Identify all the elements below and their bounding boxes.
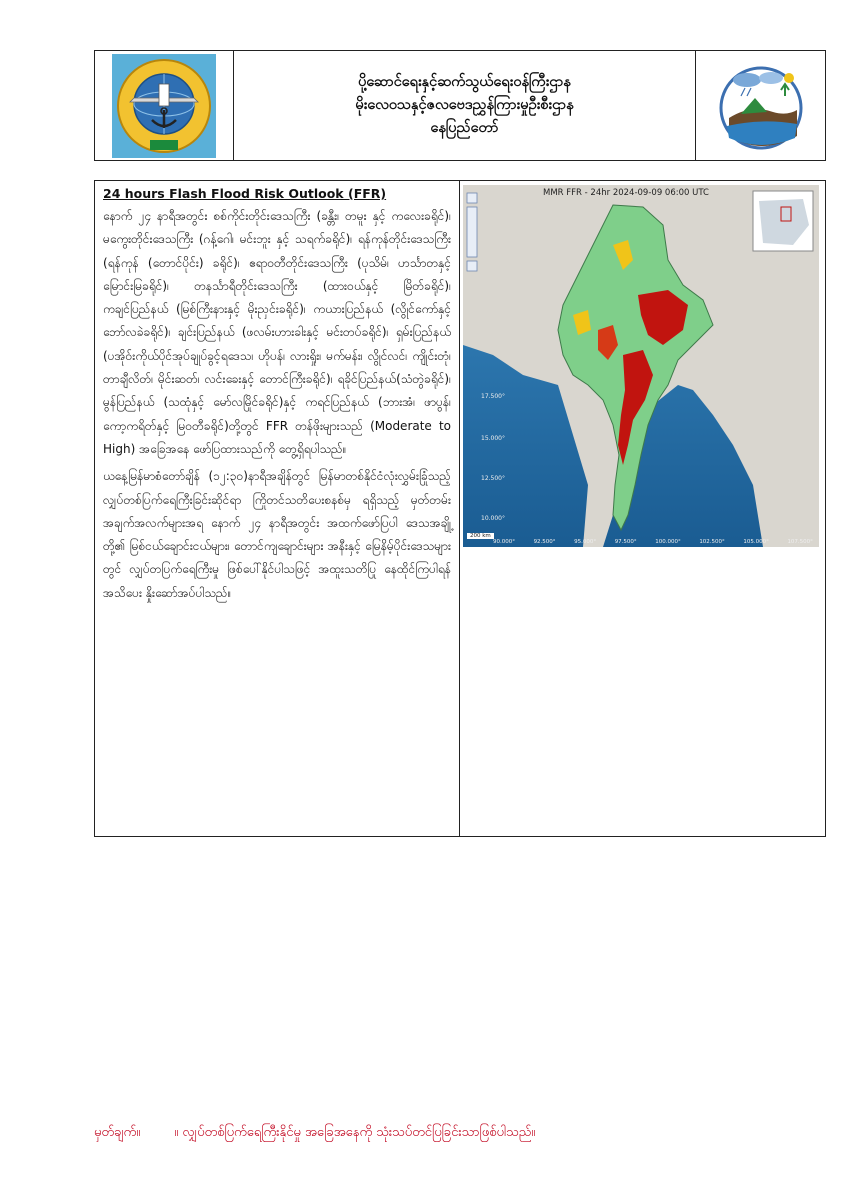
lat-label: 10.000°: [481, 515, 505, 522]
ministry-logo: [112, 54, 216, 158]
lon-label: 100.000°: [655, 539, 681, 545]
lat-label: 12.500°: [481, 475, 505, 482]
text-column: [95, 181, 460, 836]
lon-label: 102.500°: [699, 539, 725, 545]
lon-label: 105.000°: [743, 539, 769, 545]
header-table: [94, 50, 826, 161]
lon-label: 107.500°: [787, 539, 813, 545]
map-title: MMR FFR - 24hr 2024-09-09 06:00 UTC: [543, 188, 709, 198]
lat-label: 15.000°: [481, 435, 505, 442]
lon-label: 97.500°: [614, 539, 637, 545]
location-name: နေပြည်တော်: [430, 120, 499, 136]
ffr-map-graphic: [463, 185, 819, 547]
footer-label: မှတ်ချက်။: [94, 1125, 141, 1140]
lon-label: 95.000°: [574, 539, 597, 545]
map-column: [460, 181, 825, 836]
footer-text: ။ လျှပ်တစ်ပြက်ရေကြီးနိုင်မှု အခြေအနေကို သုံးသပ်တင်ပြခြင်းသာဖြစ်ပါသည်။: [174, 1125, 536, 1140]
ministry-logo-cell: [95, 51, 234, 160]
advisory-paragraph: ယနေ့မြန်မာစံတော်ချိန် (၁၂:၃၀)နာရီအချိန်တွင် မြန်မာတစ်နိုင်ငံလုံးလွှမ်းခြုံသည့် လျှပ်တစ်ပြက်ရေကြီးခြင်းဆိုင်ရာ ကြိုတင်သတိပေးစနစ်မှ ရရှိသည့် မှတ်တမ်းအချက်အလက်များအရ နောက် ၂၄ နာရီအတွင်း အထက်ဖော်ပြပါ ဒေသအချို့တို့၏ မြစ်ငယ်ချောင်းငယ်များ၊ တောင်ကျချောင်းများ အနီးနှင့် မြေနိမ့်ပိုင်းဒေသများတွင် လျှပ်တပြက်ရေကြီးမှု ဖြစ်ပေါ်နိုင်ပါသဖြင့် အထူးသတိပြု နေထိုင်ကြပါရန် အသိပေး နှိုးဆော်အပ်ပါသည်။: [103, 469, 451, 600]
footer-note: [94, 1124, 535, 1143]
section-title: 24 hours Flash Flood Risk Outlook (FFR): [103, 186, 387, 201]
scale-bar: 200 km: [467, 533, 494, 539]
ffr-map: [463, 185, 819, 547]
lon-label: 92.500°: [533, 539, 556, 545]
department-name: မိုးလေဝသနှင့်ဇလဗေဒညွှန်ကြားမှုဦးစီးဌာန: [355, 97, 574, 113]
header-title-cell: [234, 51, 696, 160]
lat-label: 17.500°: [481, 393, 505, 400]
lon-label: 90.000°: [493, 539, 515, 545]
lon-labels: [493, 539, 813, 545]
hydrology-logo-cell: [696, 51, 825, 160]
hydrology-cycle-logo: [711, 56, 811, 156]
ministry-name: ပို့ဆောင်ရေးနှင့်ဆက်သွယ်ရေးဝန်ကြီးဌာန: [358, 74, 571, 90]
forecast-paragraph: နောက် ၂၄ နာရီအတွင်း စစ်ကိုင်းတိုင်းဒေသကြီး (ခန္တီး၊ တမူး နှင့် ကလေးခရိုင်)၊ မကွေးတိုင်းဒေသကြီး (ဂန့်ဂေါ၊ မင်းဘူး နှင့် သရက်ခရိုင်)၊ ရန်ကုန်တိုင်းဒေသကြီး (ရန်ကုန် (တောင်ပိုင်း) ခရိုင်)၊ ဧရာဝတီတိုင်းဒေသကြီး (ပုသိမ်၊ ဟင်္သာတနှင့် မြောင်းမြခရိုင်)၊ တနင်္သာရီတိုင်းဒေသကြီး (ထားဝယ်နှင့် မြိတ်ခရိုင်)၊ ကချင်ပြည်နယ် (မြစ်ကြီးနားနှင့် မိုးညှင်းခရိုင်)၊ ကယားပြည်နယ် (လွိုင်ကော်နှင့် ဘော်လခဲခရိုင်)၊ ချင်းပြည်နယ် (ဖလမ်းဟားခါးနှင့် မင်းတပ်ခရိုင်)၊ ရှမ်းပြည်နယ် (ပအိုဝ်းကိုယ်ပိုင်အုပ်ချုပ်ခွင့်ရဒေသ၊ ဟိုပန်၊ လားရှိုး၊ မက်မန်း၊ လွိုင်လင်၊ ကျိုင်းတုံ၊ တာချီလိတ်၊ မိုင်းဆတ်၊ လင်းခေးနှင့် တောင်ကြီးခရိုင်)၊ ရခိုင်ပြည်နယ်(သံတွဲခရိုင်)၊ မွန်ပြည်နယ် (သထုံနှင့် မော်လမြိုင်ခရိုင်)နှင့် ကရင်ပြည်နယ် (ဘားအံ၊ ဖာပွန်၊ ကော့ကရိတ်နှင့် မြဝတီခရိုင်)တို့တွင် FFR တန်ဖိုးများသည် (Moderate to High) အခြေအနေ ဖော်ပြထားသည်ကို တွေ့ရှိရပါသည်။: [103, 209, 451, 456]
content-table: [94, 180, 826, 837]
